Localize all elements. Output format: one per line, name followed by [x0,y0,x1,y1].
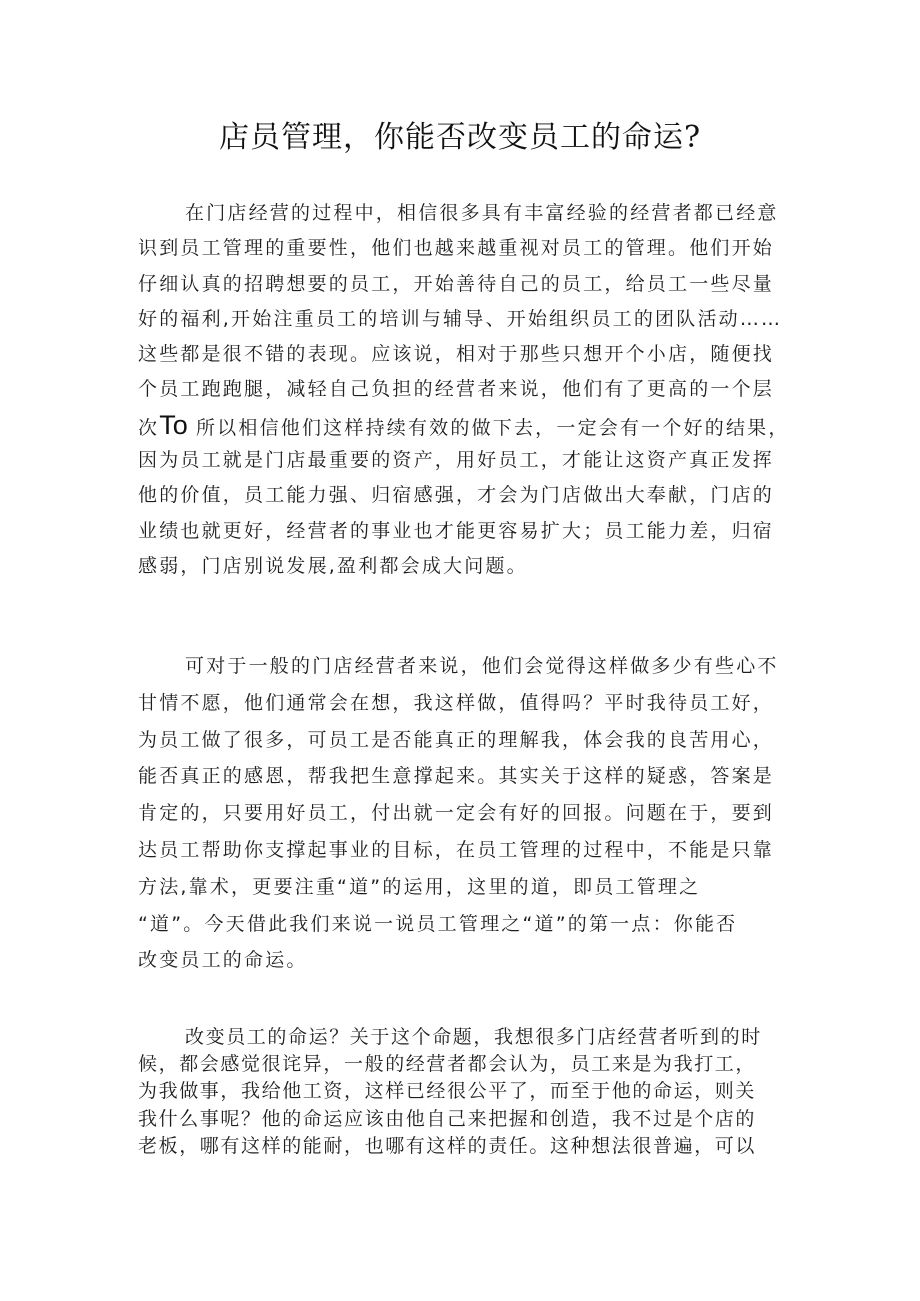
text-line: 业绩也就更好，经营者的事业也才能更容易扩大；员工能力差，归宿 [138,519,775,542]
text-line: 识到员工管理的重要性，他们也越来越重视对员工的管理。他们开始 [138,237,775,260]
text-line [138,408,792,443]
text-line: “道”。今天借此我们来说一说员工管理之“道”的第一点：你能否 [138,912,738,935]
text-line: 老板，哪有这样的能耐，也哪有这样的责任。这种想法很普遍，可以 [138,1134,757,1157]
paragraph-3 [138,1024,792,1160]
paragraph-2 [138,648,792,979]
text-line: 我什么事呢？他的命运应该由他自己来把握和创造，我不过是个店的 [138,1107,757,1130]
text-line: 可对于一般的门店经营者来说，他们会觉得这样做多少有些心不 [185,655,779,677]
document-title: 店员管理，你能否改变员工的命运? [218,120,702,155]
text-segment: 次 [138,416,160,439]
text-line: 个员工跑跑腿，减轻自己负担的经营者来说，他们有了更高的一个层 [138,378,775,401]
text-line: 肯定的，只要用好员工，付出就一定会有好的回报。问题在于，要到 [138,802,775,825]
large-text-segment: To [159,409,188,440]
text-line: 达员工帮助你支撑起事业的目标，在员工管理的过程中，不能是只靠 [138,838,775,861]
text-line: 好的福利,开始注重员工的培训与辅导、开始组织员工的团队活动…… [138,307,783,330]
text-line: 能否真正的感恩，帮我把生意撑起来。其实关于这样的疑惑，答案是 [138,765,775,788]
text-line: 改变员工的命运。 [138,949,308,972]
text-line: 甘情不愿，他们通常会在想，我这样做，值得吗？平时我待员工好， [138,691,775,714]
text-line: 因为员工就是门店最重要的资产，用好员工，才能让这资产真正发挥 [138,449,775,472]
text-line: 感弱，门店别说发展,盈利都会成大问题。 [138,554,528,577]
text-line: 候，都会感觉很诧异，一般的经营者都会认为，员工来是为我打工， [138,1053,757,1076]
paragraph-1 [138,196,792,584]
text-line: 这些都是很不错的表现。应该说，相对于那些只想开个小店，随便找 [138,343,775,366]
text-line: 他的价值，员工能力强、归宿感强，才会为门店做出大奉献，门店的 [138,484,775,507]
text-segment: 所以相信他们这样持续有效的做下去，一定会有一个好的结果， [195,416,790,439]
text-line: 为我做事，我给他工资，这样已经很公平了，而至于他的命运，则关 [138,1080,757,1103]
text-line: 方法,靠术，更要注重“道”的运用，这里的道，即员工管理之 [138,875,701,898]
text-line: 在门店经营的过程中，相信很多具有丰富经验的经营者都已经意 [185,202,779,224]
text-line: 仔细认真的招聘想要的员工，开始善待自己的员工，给员工一些尽量 [138,272,775,295]
text-line: 改变员工的命运？关于这个命题，我想很多门店经营者听到的时 [185,1026,762,1048]
text-line: 为员工做了很多，可员工是否能真正的理解我，体会我的良苦用心， [138,728,775,751]
